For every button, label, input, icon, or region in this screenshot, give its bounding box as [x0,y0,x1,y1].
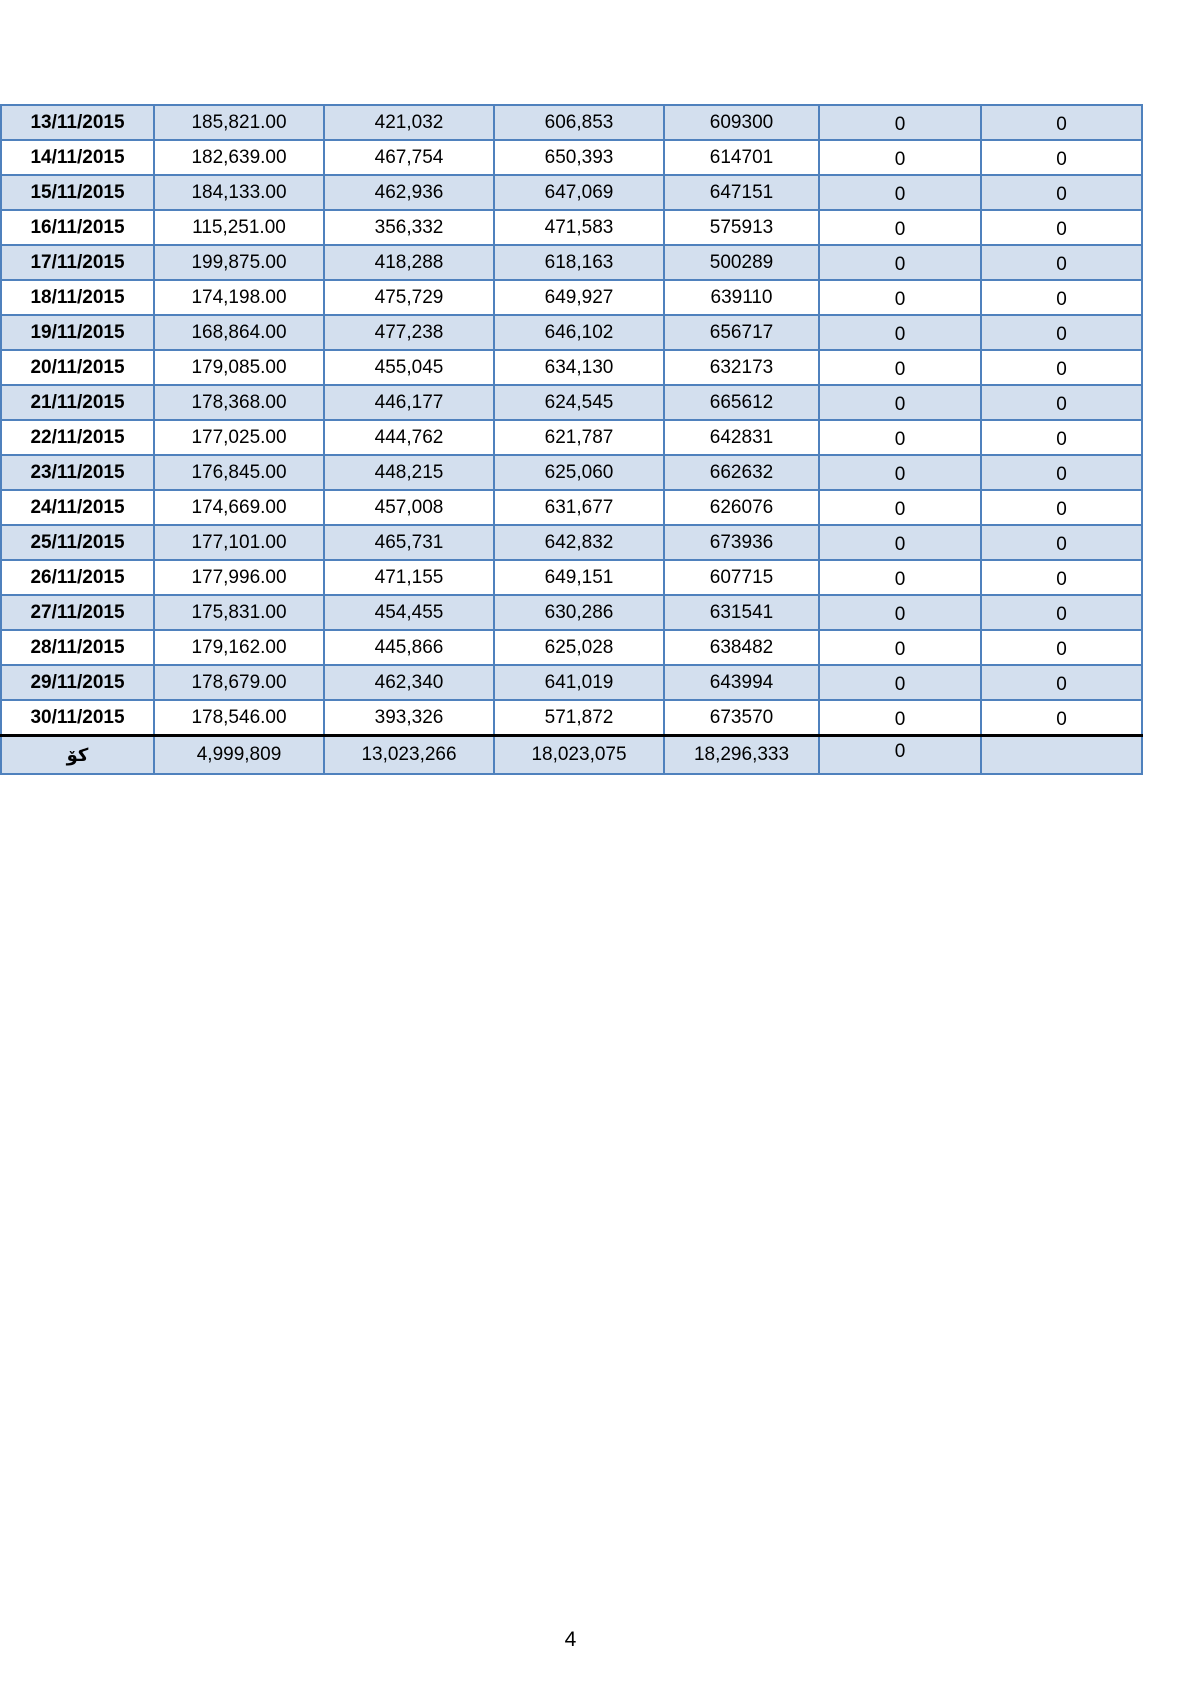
table-row [1,490,1142,525]
value-cell: 174,198.00 [154,280,324,315]
value-cell: 457,008 [324,490,494,525]
value-cell: 179,085.00 [154,350,324,385]
date-cell: 25/11/2015 [1,525,154,560]
table-row [1,420,1142,455]
value-cell: 0 [819,210,981,245]
value-cell: 634,130 [494,350,664,385]
value-cell: 0 [819,560,981,595]
value-cell: 631,677 [494,490,664,525]
value-cell: 465,731 [324,525,494,560]
value-cell: 177,996.00 [154,560,324,595]
value-cell: 630,286 [494,595,664,630]
date-cell: 28/11/2015 [1,630,154,665]
value-cell: 665612 [664,385,819,420]
date-cell: 14/11/2015 [1,140,154,175]
value-cell: 0 [981,700,1142,736]
value-cell: 0 [819,140,981,175]
total-row [1,736,1142,775]
value-cell: 650,393 [494,140,664,175]
value-cell: 631541 [664,595,819,630]
value-cell: 0 [819,455,981,490]
value-cell: 0 [981,665,1142,700]
page-number: 4 [564,1628,577,1651]
value-cell: 462,936 [324,175,494,210]
value-cell: 477,238 [324,315,494,350]
value-cell: 642,832 [494,525,664,560]
value-cell: 444,762 [324,420,494,455]
value-cell: 455,045 [324,350,494,385]
value-cell: 0 [819,525,981,560]
value-cell: 0 [819,175,981,210]
value-cell: 0 [819,630,981,665]
value-cell: 0 [819,385,981,420]
value-cell: 0 [981,525,1142,560]
value-cell: 575913 [664,210,819,245]
date-cell: 24/11/2015 [1,490,154,525]
value-cell: 0 [981,490,1142,525]
value-cell: 175,831.00 [154,595,324,630]
value-cell: 182,639.00 [154,140,324,175]
table-row [1,630,1142,665]
date-cell: 30/11/2015 [1,700,154,736]
value-cell: 662632 [664,455,819,490]
value-cell: 639110 [664,280,819,315]
value-cell: 0 [819,490,981,525]
table-row [1,350,1142,385]
date-cell: 21/11/2015 [1,385,154,420]
value-cell: 0 [819,105,981,140]
value-cell: 168,864.00 [154,315,324,350]
value-cell: 642831 [664,420,819,455]
daily-data-table [0,104,1143,775]
date-cell: 23/11/2015 [1,455,154,490]
date-cell: 27/11/2015 [1,595,154,630]
value-cell: 626076 [664,490,819,525]
total-value: 4,999,809 [154,736,324,775]
value-cell: 606,853 [494,105,664,140]
value-cell: 0 [819,665,981,700]
value-cell: 621,787 [494,420,664,455]
date-cell: 29/11/2015 [1,665,154,700]
value-cell: 0 [819,420,981,455]
value-cell: 0 [981,140,1142,175]
table-row [1,455,1142,490]
value-cell: 656717 [664,315,819,350]
value-cell: 0 [819,350,981,385]
value-cell: 0 [981,210,1142,245]
value-cell: 177,025.00 [154,420,324,455]
value-cell: 0 [981,350,1142,385]
value-cell: 0 [981,560,1142,595]
value-cell: 0 [981,420,1142,455]
table-row [1,245,1142,280]
value-cell: 673570 [664,700,819,736]
value-cell: 0 [981,455,1142,490]
value-cell: 0 [819,315,981,350]
value-cell: 643994 [664,665,819,700]
value-cell: 647,069 [494,175,664,210]
total-value: 18,296,333 [664,736,819,775]
value-cell: 0 [981,105,1142,140]
value-cell: 609300 [664,105,819,140]
value-cell: 467,754 [324,140,494,175]
table-body [1,105,1142,736]
table-row [1,560,1142,595]
value-cell: 178,546.00 [154,700,324,736]
value-cell: 673936 [664,525,819,560]
table-row [1,385,1142,420]
value-cell: 649,927 [494,280,664,315]
value-cell: 454,455 [324,595,494,630]
value-cell: 0 [981,175,1142,210]
table-row [1,210,1142,245]
value-cell: 638482 [664,630,819,665]
date-cell: 20/11/2015 [1,350,154,385]
table-row [1,140,1142,175]
value-cell: 0 [819,280,981,315]
value-cell: 607715 [664,560,819,595]
value-cell: 0 [981,315,1142,350]
value-cell: 446,177 [324,385,494,420]
value-cell: 646,102 [494,315,664,350]
value-cell: 614701 [664,140,819,175]
value-cell: 445,866 [324,630,494,665]
value-cell: 500289 [664,245,819,280]
value-cell: 632173 [664,350,819,385]
table-row [1,595,1142,630]
value-cell: 0 [819,245,981,280]
value-cell: 174,669.00 [154,490,324,525]
value-cell: 0 [981,630,1142,665]
value-cell: 418,288 [324,245,494,280]
value-cell: 185,821.00 [154,105,324,140]
value-cell: 0 [981,280,1142,315]
value-cell: 356,332 [324,210,494,245]
value-cell: 115,251.00 [154,210,324,245]
date-cell: 17/11/2015 [1,245,154,280]
value-cell: 647151 [664,175,819,210]
date-cell: 13/11/2015 [1,105,154,140]
value-cell: 177,101.00 [154,525,324,560]
value-cell: 618,163 [494,245,664,280]
value-cell: 179,162.00 [154,630,324,665]
value-cell: 393,326 [324,700,494,736]
value-cell: 448,215 [324,455,494,490]
value-cell: 0 [819,595,981,630]
value-cell: 176,845.00 [154,455,324,490]
total-value [981,736,1142,775]
table-row [1,525,1142,560]
table-row [1,175,1142,210]
value-cell: 475,729 [324,280,494,315]
value-cell: 0 [981,385,1142,420]
total-value: 0 [819,736,981,775]
value-cell: 178,368.00 [154,385,324,420]
date-cell: 22/11/2015 [1,420,154,455]
date-cell: 26/11/2015 [1,560,154,595]
table-row [1,280,1142,315]
value-cell: 462,340 [324,665,494,700]
value-cell: 199,875.00 [154,245,324,280]
date-cell: 16/11/2015 [1,210,154,245]
table-row [1,315,1142,350]
date-cell: 18/11/2015 [1,280,154,315]
value-cell: 0 [981,595,1142,630]
value-cell: 624,545 [494,385,664,420]
table-row [1,700,1142,736]
table-row [1,665,1142,700]
total-value: 13,023,266 [324,736,494,775]
date-cell: 19/11/2015 [1,315,154,350]
value-cell: 571,872 [494,700,664,736]
value-cell: 649,151 [494,560,664,595]
table-row [1,105,1142,140]
value-cell: 421,032 [324,105,494,140]
total-label: كۆ [1,736,154,775]
value-cell: 184,133.00 [154,175,324,210]
total-value: 18,023,075 [494,736,664,775]
value-cell: 625,060 [494,455,664,490]
value-cell: 625,028 [494,630,664,665]
value-cell: 0 [819,700,981,736]
value-cell: 471,155 [324,560,494,595]
date-cell: 15/11/2015 [1,175,154,210]
value-cell: 471,583 [494,210,664,245]
value-cell: 641,019 [494,665,664,700]
value-cell: 178,679.00 [154,665,324,700]
value-cell: 0 [981,245,1142,280]
